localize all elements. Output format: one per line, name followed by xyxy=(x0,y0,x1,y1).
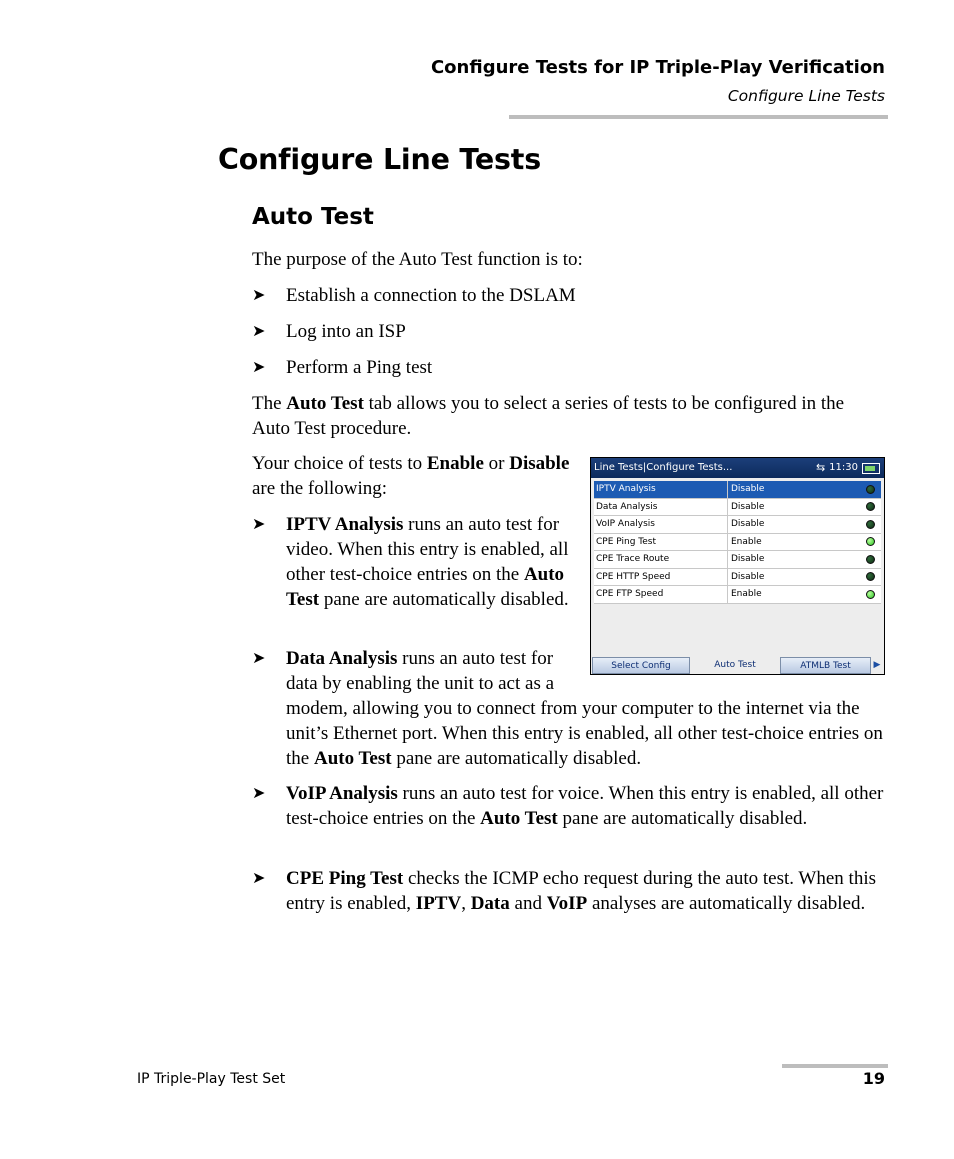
status-led-icon xyxy=(866,520,875,529)
test-name-cell: CPE FTP Speed xyxy=(594,586,728,603)
device-screenshot xyxy=(590,457,885,675)
bullet-arrow-icon: ➤ xyxy=(252,359,266,376)
list-item-text: Log into an ISP xyxy=(286,321,406,342)
data-analysis-text: Data Analysis runs an auto test for data by enabling the unit to act as a modem, allowing you to connect from your computer to the internet via the unit’s Ethernet port. When this entry is enabled, all other test-choice entries on the Auto Test pane are automatically disabled. xyxy=(286,648,883,769)
device-clock: 11:30 xyxy=(829,462,858,473)
choice-paragraph: Your choice of tests to Enable or Disable are the following: xyxy=(252,453,570,499)
status-led-icon xyxy=(866,485,875,494)
device-title: Line Tests|Configure Tests... xyxy=(594,462,733,473)
bullet-arrow-icon: ➤ xyxy=(252,287,266,304)
list-item-text: Perform a Ping test xyxy=(286,357,433,378)
bullet-arrow-icon: ➤ xyxy=(252,785,266,802)
test-name-cell: CPE Ping Test xyxy=(594,534,728,551)
running-header-title: Configure Tests for IP Triple-Play Verification xyxy=(430,57,885,78)
bullet-arrow-icon: ➤ xyxy=(252,516,266,533)
test-choice-table xyxy=(594,481,881,604)
section-heading: Auto Test xyxy=(252,204,374,230)
test-state-cell[interactable]: Enable xyxy=(731,589,762,599)
table-row[interactable] xyxy=(594,586,881,604)
footer-rule xyxy=(782,1064,888,1068)
tab-select-config[interactable]: Select Config xyxy=(592,657,690,674)
table-row[interactable] xyxy=(594,481,881,499)
table-row[interactable] xyxy=(594,534,881,552)
test-state-cell[interactable]: Disable xyxy=(731,501,765,512)
test-state-cell[interactable]: Enable xyxy=(731,536,762,547)
list-item-text: VoIP Analysis runs an auto test for voice. When this entry is enabled, all other test-choice entries on the Auto Test pane are automatically disabled. xyxy=(286,783,884,829)
page-number: 19 xyxy=(862,1069,885,1088)
page-title: Configure Line Tests xyxy=(218,143,541,176)
tab-atmlb-test[interactable]: ATMLB Test xyxy=(780,657,871,674)
list-item-text: IPTV Analysis runs an auto test for video. When this entry is enabled, all other test-choice entries on the Auto Test pane are automatically disabled. xyxy=(286,514,569,610)
bullet-arrow-icon: ➤ xyxy=(252,650,266,667)
status-led-icon xyxy=(866,537,875,546)
intro-paragraph: The purpose of the Auto Test function is to: xyxy=(252,249,583,270)
list-item-text: CPE Ping Test checks the ICMP echo request during the auto test. When this entry is enabled, IPTV, Data and VoIP analyses are automatically disabled. xyxy=(286,868,876,914)
auto-test-tab-paragraph: The Auto Test tab allows you to select a series of tests to be configured in the Auto Test procedure. xyxy=(252,393,845,439)
test-name-cell: IPTV Analysis xyxy=(594,481,728,498)
device-tab-bar xyxy=(592,657,883,674)
footer-product-name: IP Triple-Play Test Set xyxy=(137,1071,286,1087)
test-name-cell: CPE Trace Route xyxy=(594,551,728,568)
status-led-icon xyxy=(866,572,875,581)
tab-scroll-right-icon[interactable]: ▶ xyxy=(873,660,881,670)
status-led-icon xyxy=(866,590,875,599)
tab-auto-test[interactable]: Auto Test xyxy=(690,657,780,674)
test-state-cell[interactable]: Disable xyxy=(731,571,765,582)
device-title-bar xyxy=(591,458,884,478)
bullet-arrow-icon: ➤ xyxy=(252,870,266,887)
test-state-cell[interactable]: Disable xyxy=(731,554,765,564)
test-state-cell[interactable]: Disable xyxy=(731,519,765,529)
header-rule xyxy=(509,115,888,119)
bullet-arrow-icon: ➤ xyxy=(252,323,266,340)
battery-icon xyxy=(862,463,880,474)
running-header-subtitle: Configure Line Tests xyxy=(727,87,885,105)
table-row[interactable] xyxy=(594,569,881,587)
list-item-text: Establish a connection to the DSLAM xyxy=(286,285,576,306)
status-led-icon xyxy=(866,502,875,511)
status-led-icon xyxy=(866,555,875,564)
table-row[interactable] xyxy=(594,516,881,534)
table-row[interactable] xyxy=(594,551,881,569)
test-state-cell[interactable]: Disable xyxy=(731,484,765,494)
test-name-cell: Data Analysis xyxy=(594,499,728,516)
sync-icon[interactable]: ⇆ xyxy=(815,461,826,474)
table-row[interactable] xyxy=(594,499,881,517)
test-name-cell: VoIP Analysis xyxy=(594,516,728,533)
test-name-cell: CPE HTTP Speed xyxy=(594,569,728,586)
